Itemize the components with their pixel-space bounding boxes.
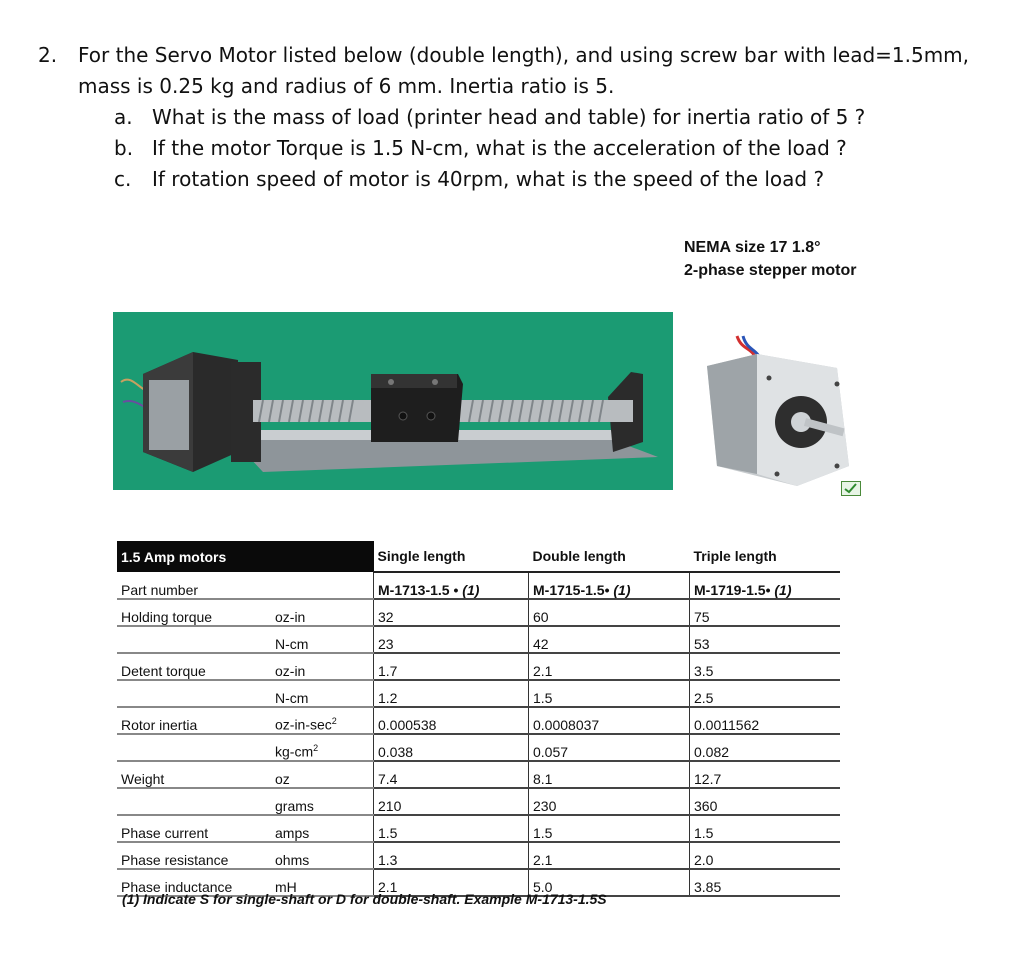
question-item-a (114, 102, 1018, 133)
motor-caption (684, 236, 856, 282)
table-row (117, 572, 840, 599)
row-unit: oz-in (271, 653, 374, 680)
row-label: Part number (117, 572, 271, 599)
cell-double: 0.057 (529, 734, 690, 761)
cell-single: 23 (374, 626, 529, 653)
cell-double: 42 (529, 626, 690, 653)
item-label: b. (114, 136, 134, 160)
cell-triple: 2.5 (690, 680, 841, 707)
table-header-row (117, 541, 840, 572)
cell-single: 1.5 (374, 815, 529, 842)
part-number-double: M-1715-1.5• (1) (529, 572, 690, 599)
cell-triple: 53 (690, 626, 841, 653)
cell-triple: 3.85 (690, 869, 841, 896)
question-block (38, 40, 1018, 195)
cell-double: 1.5 (529, 680, 690, 707)
motor-caption-line2: 2-phase stepper motor (684, 262, 857, 279)
row-label: Rotor inertia (117, 707, 271, 734)
cell-single: 1.2 (374, 680, 529, 707)
row-unit: amps (271, 815, 374, 842)
table-row (117, 653, 840, 680)
cell-double: 230 (529, 788, 690, 815)
question-text-line1: For the Servo Motor listed below (double length), and using screw bar with lead=1.5mm, (78, 43, 970, 67)
table-row (117, 842, 840, 869)
row-label (117, 626, 271, 653)
motor-caption-line1: NEMA size 17 1.8° (684, 239, 821, 256)
row-unit: $oz-in-\sec^2$ (271, 707, 374, 734)
question-number: 2. (38, 43, 58, 67)
question-text-line2: mass is 0.25 kg and radius of 6 mm. Inertia ratio is 5. (78, 74, 615, 98)
question-item-b (114, 133, 1018, 164)
cell-triple: 75 (690, 599, 841, 626)
header-double-length: Double length (529, 541, 690, 572)
cell-single: 32 (374, 599, 529, 626)
row-unit: $kg-cm^2$ (271, 734, 374, 761)
cell-single: 0.038 (374, 734, 529, 761)
table-row (117, 815, 840, 842)
row-label (117, 734, 271, 761)
stepper-motor-photo (697, 326, 867, 496)
part-number-triple: M-1719-1.5• (1) (690, 572, 841, 599)
cell-single: 210 (374, 788, 529, 815)
row-unit: mH (271, 869, 374, 896)
header-triple-length: Triple length (690, 541, 841, 572)
question-item-c (114, 164, 1018, 195)
row-label: Weight (117, 761, 271, 788)
item-text: If the motor Torque is 1.5 N-cm, what is the acceleration of the load ? (152, 136, 847, 160)
cell-triple: 360 (690, 788, 841, 815)
cell-single: 1.7 (374, 653, 529, 680)
row-unit: oz-in (271, 599, 374, 626)
table-row (117, 788, 840, 815)
table-row (117, 680, 840, 707)
row-label (117, 788, 271, 815)
row-label: Phase inductance (117, 869, 271, 896)
table-row (117, 734, 840, 761)
cell-triple: 0.082 (690, 734, 841, 761)
part-number-single: M-1713-1.5 • (1) (374, 572, 529, 599)
table-row (117, 599, 840, 626)
cell-triple: 12.7 (690, 761, 841, 788)
cell-single: 0.000538 (374, 707, 529, 734)
cell-triple: 3.5 (690, 653, 841, 680)
cell-double: 2.1 (529, 842, 690, 869)
cell-double: 5.0 (529, 869, 690, 896)
cell-triple: 2.0 (690, 842, 841, 869)
table-title: 1.5 Amp motors (117, 541, 374, 572)
table-footnote: (1) Indicate S for single-shaft or D for double-shaft. Example M-1713-1.5S (122, 891, 607, 907)
cell-double: 60 (529, 599, 690, 626)
row-label: Phase resistance (117, 842, 271, 869)
motor-spec-table (117, 541, 840, 897)
row-unit: ohms (271, 842, 374, 869)
row-unit: grams (271, 788, 374, 815)
row-label: Phase current (117, 815, 271, 842)
row-unit: N-cm (271, 680, 374, 707)
cell-double: 1.5 (529, 815, 690, 842)
cell-single: 1.3 (374, 842, 529, 869)
table-row (117, 626, 840, 653)
row-unit: oz (271, 761, 374, 788)
item-text: What is the mass of load (printer head and table) for inertia ratio of 5 ? (152, 105, 866, 129)
item-text: If rotation speed of motor is 40rpm, what is the speed of the load ? (152, 167, 825, 191)
item-label: c. (114, 167, 132, 191)
cell-triple: 0.0011562 (690, 707, 841, 734)
cell-double: 0.0008037 (529, 707, 690, 734)
cell-double: 8.1 (529, 761, 690, 788)
header-single-length: Single length (374, 541, 529, 572)
row-label (117, 680, 271, 707)
table-row (117, 761, 840, 788)
cell-single: 2.1 (374, 869, 529, 896)
row-label: Holding torque (117, 599, 271, 626)
cell-single: 7.4 (374, 761, 529, 788)
linear-rail-photo (113, 312, 673, 490)
row-unit: N-cm (271, 626, 374, 653)
row-label: Detent torque (117, 653, 271, 680)
check-icon (841, 481, 861, 496)
cell-double: 2.1 (529, 653, 690, 680)
item-label: a. (114, 105, 133, 129)
table-row (117, 707, 840, 734)
cell-triple: 1.5 (690, 815, 841, 842)
